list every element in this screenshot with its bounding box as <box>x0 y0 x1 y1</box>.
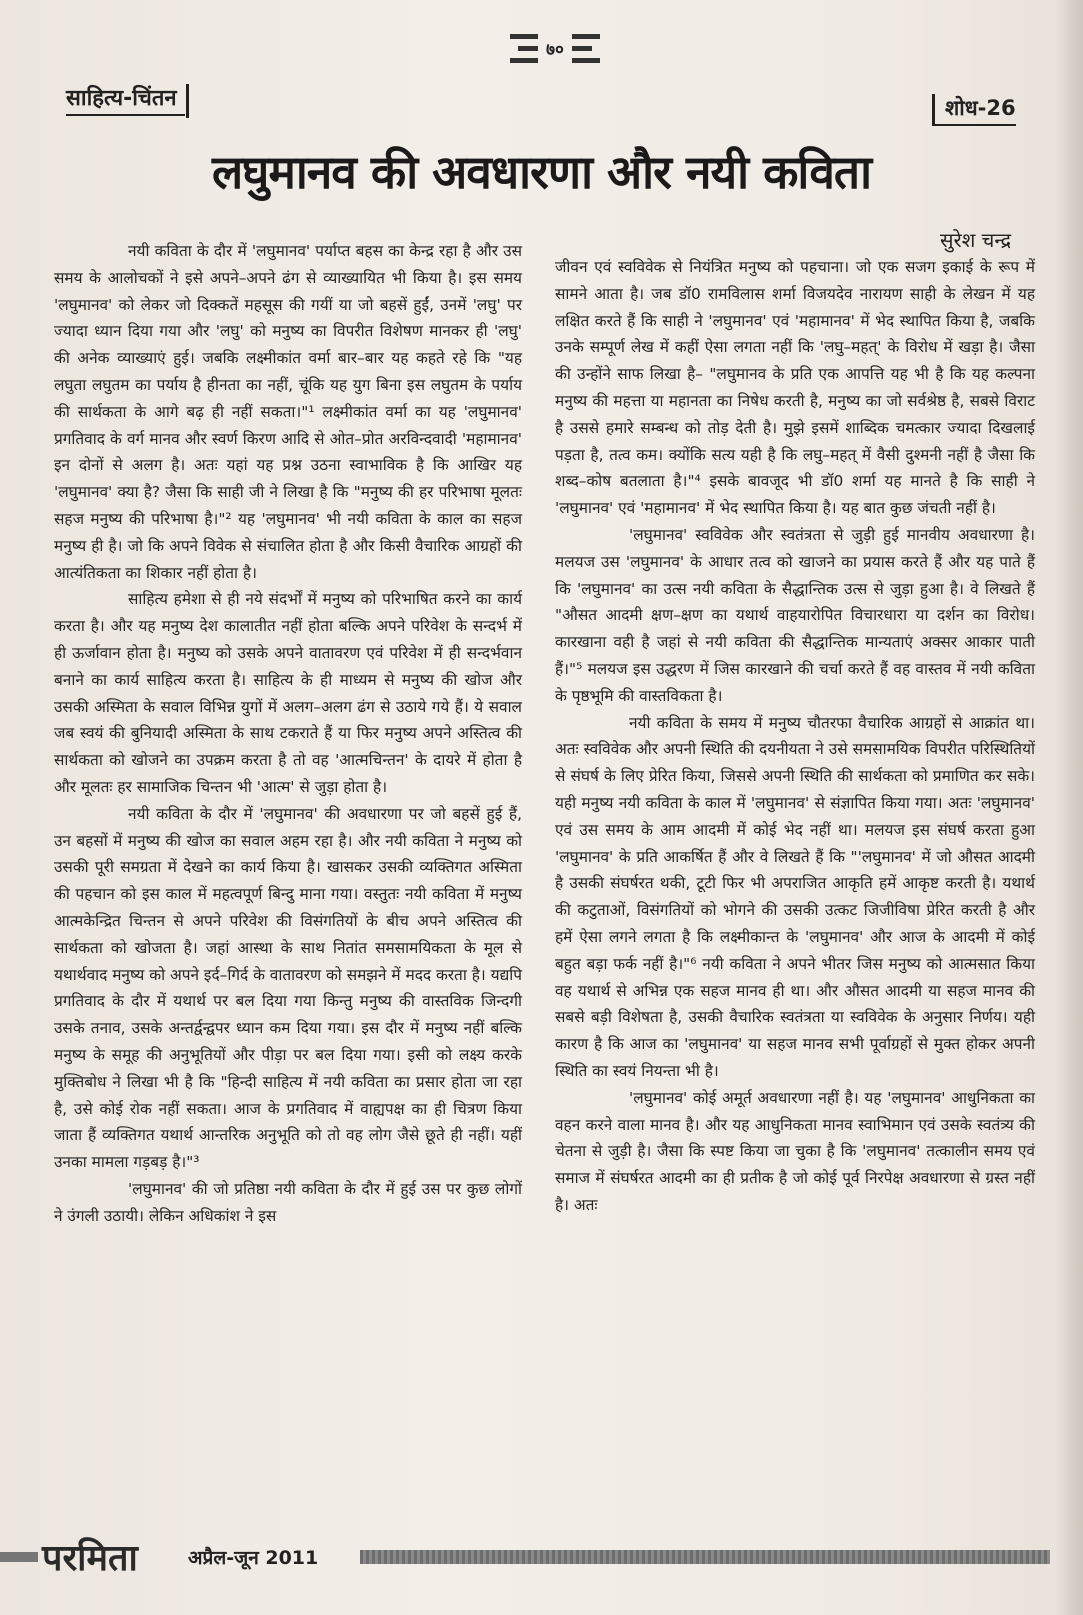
right-column <box>555 254 1035 1219</box>
page-edge-shadow <box>1055 0 1083 1615</box>
left-column <box>54 238 522 1229</box>
paragraph: 'लघुमानव' कोई अमूर्त अवधारणा नहीं है। यह 'लघुमानव' आधुनिकता का वहन करने वाला मानव है। और यह आधुनिकता मानव स्वाभिमान एवं उसके स्वतंत्र्य की चेतना से जुड़ी है। जैसा कि स्पष्ट किया जा चुका है कि 'लघुमानव' तत्कालीन समय एवं समाज में संघर्षरत आदमी का ही प्रतीक है जो कोई पूर्व निरपेक्ष अवधारणा से ग्रस्त नहीं है। अतः <box>555 1088 1035 1214</box>
article-author: सुरेश चन्द्र <box>940 228 1012 252</box>
issue-date: अप्रैल-जून 2011 <box>188 1547 319 1569</box>
paragraph: साहित्य हमेशा से ही नये संदर्भों में मनुष्य को परिभाषित करने का कार्य करता है। और यह मनुष्य देश कालातीत नहीं होता बल्कि अपने परिवेश के सन्दर्भ में ही ऊर्जावान होता है। मनुष्य को उसके अपने वातावरण एवं परिवेश में ही सन्दर्भवान बनाने का कार्य साहित्य करता है। साहित्य के ही माध्यम से मनुष्य की खोज और उसकी अस्मिता के सवाल विभिन्न युगों में अलग–अलग ढंग से उठाये गये हैं। ये सवाल जब स्वयं की बुनियादी अस्मिता के साथ टकराते हैं या फिर मनुष्य अपने अस्तित्व की सार्थकता को खोजने का उपक्रम करता है तो वह 'आत्मचिन्तन' के दायरे में होता है और मूलतः हर सामाजिक चिन्तन भी 'आत्म' से जुड़ा होता है। <box>54 590 522 796</box>
paragraph: नयी कविता के दौर में 'लघुमानव' पर्याप्त बहस का केन्द्र रहा है और उस समय के आलोचकों ने इसे अपने–अपने ढंग से व्याख्यायित भी किया है। इस समय 'लघुमानव' को लेकर जो दिक्कतें महसूस की गयीं या जो बहसें हुईं, उनमें 'लघु' पर ज्यादा ध्यान दिया गया और 'लघु' को मनुष्य का विपरीत विशेषण मानकर ही 'लघु' की अनेक व्याख्याएं हुई। जबकि लक्ष्मीकांत वर्मा बार–बार यह कहते रहे कि "यह लघुता लघुतम का पर्याय है हीनता का नहीं, चूंकि यह युग बिना इस लघुतम के पर्याय की सार्थकता के आगे बढ़ ही नहीं सकता।"¹ लक्ष्मीकांत वर्मा का यह 'लघुमानव' प्रगतिवाद के वर्ग मानव और स्वर्ण किरण आदि से ओत–प्रोत अरविन्दवादी 'महामानव' इन दोनों से अलग है। अतः यहां यह प्रश्न उठना स्वाभाविक है कि आखिर यह 'लघुमानव' क्या है? जैसा कि साही जी ने लिखा है कि "मनुष्य की हर परिभाषा मूलतः सहज मनुष्य की परिभाषा है।"² यह 'लघुमानव' भी नयी कविता के काल का सहज मनुष्य ही है। जो कि अपने विवेक से संचालित होता है और किसी वैचारिक आग्रहों की आत्यंतिकता का शिकार नहीं होता है। <box>54 242 522 582</box>
section-label-left: साहित्य-चिंतन <box>66 82 185 116</box>
page-footer <box>0 1532 1083 1582</box>
footer-stripe-left <box>0 1552 38 1562</box>
section-label-right: शोध-26 <box>932 94 1016 126</box>
page-number: ७० <box>546 39 564 60</box>
paragraph: नयी कविता के समय में मनुष्य चौतरफा वैचारिक आग्रहों से आक्रांत था। अतः स्वविवेक और अपनी स्थिति की दयनीयता ने उसे समसामयिक विपरीत परिस्थितियों से संघर्ष के लिए प्रेरित किया, जिससे अपनी स्थिति की सार्थकता को प्रमाणित कर सके। यही मनुष्य नयी कविता के काल में 'लघुमानव' से संज्ञापित किया गया। अतः 'लघुमानव' एवं उस समय के आम आदमी में कोई भेद नहीं था। मलयज इस संघर्ष करता हुआ 'लघुमानव' के प्रति आकर्षित हैं और वे लिखते हैं कि "'लघुमानव' में जो औसत आदमी है उसकी संघर्षरत थकी, टूटी फिर भी अपराजित आकृति हमें आकृष्ट करती है। यथार्थ की कटुताओं, विसंगतियों को भोगने की उसकी उत्कट जिजीविषा प्रेरित करती है और हमें ऐसा लगने लगता है कि लक्ष्मीकान्त के 'लघुमानव' और आज के आदमी में कोई बहुत बड़ा फर्क नहीं है।"⁶ नयी कविता ने अपने भीतर जिस मनुष्य को आत्मसात किया वह यथार्थ से अभिन्न एक सहज मानव ही था। और औसत आदमी या सहज मानव की सबसे बड़ी विशेषता है, उसकी वैचारिक स्वतंत्रता या स्वविवेक के अनुसार निर्णय। यही कारण है कि आज का 'लघुमानव' या सहज मानव सभी पूर्वाग्रहों से मुक्त होकर अपनी स्थिति का स्वयं नियन्ता भी है। <box>555 713 1035 1080</box>
paragraph: 'लघुमानव' स्वविवेक और स्वतंत्रता से जुड़ी हुई मानवीय अवधारणा है। मलयज उस 'लघुमानव' के आधार तत्व को खाजने का प्रयास करते हैं और यह पाते हैं कि 'लघुमानव' का उत्स नयी कविता के सैद्धान्तिक उत्स से जुड़ा हुआ है। वे लिखते हैं "औसत आदमी क्षण–क्षण का यथार्थ वाहयारोपित विचारधारा या दर्शन का विरोध। कारखाना वही है जहां से नयी कविता की सैद्धान्तिक मान्यताएं अक्सर आकार पाती हैं।"⁵ मलयज इस उद्धरण में जिस कारखाने की चर्चा करते हैं वह वास्तव में नयी कविता के पृष्ठभूमि की वास्तविकता है। <box>555 525 1035 705</box>
magazine-logo: परमिता <box>42 1538 138 1579</box>
ornament-right <box>572 34 600 63</box>
page-number-block <box>495 18 615 78</box>
ornament-left <box>510 34 538 63</box>
footer-stripe-right <box>360 1550 1050 1564</box>
article-title: लघुमानव की अवधारणा और नयी कविता <box>211 145 872 199</box>
paragraph: जीवन एवं स्वविवेक से नियंत्रित मनुष्य को पहचाना। जो एक सजग इकाई के रूप में सामने आता है। जब डॉ0 रामविलास शर्मा विजयदेव नारायण साही के लेखन में यह लक्षित करते हैं कि साही ने 'लघुमानव' एवं 'महामानव' में भेद स्थापित किया है, जबकि उनके सम्पूर्ण लेख में कहीं ऐसा लगता नहीं कि 'लघु–महत्' के विरोध में खड़ा है। जैसा की उन्होंने साफ लिखा है– "लघुमानव के प्रति एक आपत्ति यह भी है कि यह कल्पना मनुष्य की महत्ता या महानता का निषेध करती है, मनुष्य का जो सर्वश्रेष्ठ है, सबसे विराट है उससे हमारे सम्बन्ध को तोड़ देती है। मुझे इसमें शाब्दिक चमत्कार ज्यादा दिखलाई पड़ता है, तत्व कम। क्योंकि सत्य यही है कि लघु–महत् में वैसी दुश्मनी नहीं है जैसा कि शब्द–कोष बतलाता है।"⁴ इसके बावजूद भी डॉ0 शर्मा यह मानते है कि साही ने 'लघुमानव' एवं 'महामानव' में भेद स्थापित किया है। यह बात कुछ जंचती नहीं है। <box>555 258 1035 518</box>
paragraph: नयी कविता के दौर में 'लघुमानव' की अवधारणा पर जो बहसें हुई हैं, उन बहसों में मनुष्य की खोज का सवाल अहम रहा है। और नयी कविता ने मनुष्य को उसकी पूरी समग्रता में देखने का कार्य किया है। खासकर उसकी व्यक्तिगत अस्मिता की पहचान को इस काल में महत्वपूर्ण बिन्दु माना गया। वस्तुतः नयी कविता में मनुष्य आत्मकेन्द्रित चिन्तन से अपने परिवेश की विसंगतियों के बीच अपने अस्तित्व की सार्थकता को खोजता है। जहां आस्था के साथ नितांत समसामयिकता के मूल से यथार्थवाद मनुष्य को अपने इर्द–गिर्द के वातावरण को समझने में मदद करता है। यद्यपि प्रगतिवाद के दौर में यथार्थ पर बल दिया गया किन्तु मनुष्य की वास्तविक जिन्दगी उसके तनाव, उसके अन्तर्द्वन्द्वपर ध्यान कम दिया गया। इस दौर में मनुष्य नहीं बल्कि मनुष्य के समूह की अनुभूतियों और पीड़ा पर बल दिया गया। इसी को लक्ष्य करके मुक्तिबोध ने लिखा भी है कि "हिन्दी साहित्य में नयी कविता का प्रसार होता जा रहा है, उसे कोई रोक नहीं सकता। आज के प्रगतिवाद में वाह्यपक्ष का ही चित्रण किया जाता हैं व्यक्तिगत यथार्थ आन्तरिक अनुभूति को तो वह लोग जैसे छूते ही नहीं। यहीं उनका मामला गड़बड़ है।"³ <box>54 804 522 1172</box>
paragraph: 'लघुमानव' की जो प्रतिष्ठा नयी कविता के दौर में हुई उस पर कुछ लोगों ने उंगली उठायी। लेकिन अधिकांश ने इस <box>54 1179 522 1225</box>
